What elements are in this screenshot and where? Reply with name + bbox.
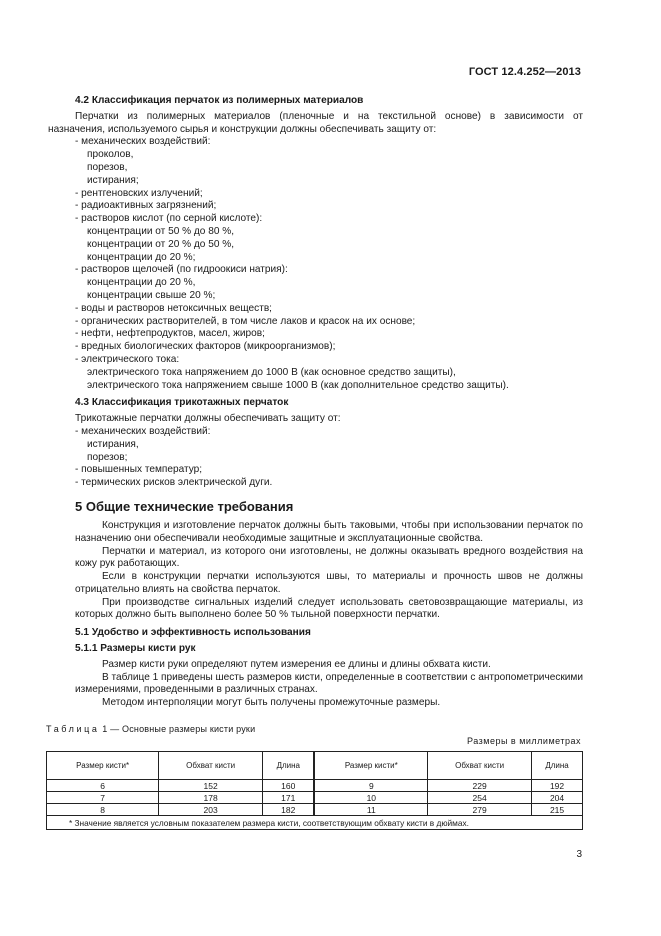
list-item: - растворов кислот (по серной кислоте): [75, 213, 263, 225]
table-caption-text: 1 — Основные размеры кисти руки [102, 724, 256, 734]
table-row [47, 780, 583, 792]
paragraph: Методом интерполяции могут быть получены промежуточные размеры. [102, 697, 441, 709]
heading-4-2: 4.2 Классификация перчаток из полимерных материалов [75, 95, 364, 106]
list-item: - электрического тока: [75, 353, 180, 365]
table-row [47, 792, 583, 804]
intro-4-2-line1: Перчатки из полимерных материалов (пленочные и на текстильной основе) в зависимости от [75, 110, 583, 122]
list-subitem: концентрации от 20 % до 50 %, [87, 238, 235, 250]
heading-4-3: 4.3 Классификация трикотажных перчаток [75, 397, 289, 409]
column-header: Длина [263, 752, 315, 780]
table-header-row [47, 752, 583, 780]
table-cell: 182 [263, 804, 315, 816]
paragraph: Конструкция и изготовление перчаток должны быть таковыми, чтобы при использовании перчаток по назначению они обеспечивали необходимые защитные и эксплуатационные свойства. [75, 519, 583, 544]
table-cell: 160 [263, 780, 315, 792]
list-item: - вредных биологических факторов (микроорганизмов); [75, 341, 336, 353]
table-caption-word: Таблица [46, 724, 100, 734]
paragraph: Перчатки и материал, из которого они изготовлены, не должны оказывать вредного воздействия на кожу рук работающих. [75, 545, 583, 570]
list-subitem: порезов, [87, 161, 128, 173]
intro-4-2-line2: назначения, используемого сырья и конструкции должны обеспечивать защиту от: [48, 123, 437, 135]
table-row [47, 804, 583, 816]
list-subitem: порезов; [87, 451, 128, 463]
list-subitem: истирания; [87, 174, 139, 186]
paragraph: В таблице 1 приведены шесть размеров кисти, определенные в соответствии с антропометрическими измерениями, проведенными в различных странах. [75, 671, 583, 696]
table-footnote: * Значение является условным показателем размера кисти, соответствующим обхвату кисти в дюймах. [47, 816, 583, 830]
table-cell: 178 [159, 792, 263, 804]
table-cell: 152 [159, 780, 263, 792]
list-item: - радиоактивных загрязнений; [75, 200, 217, 212]
list-item: - повышенных температур; [75, 464, 203, 476]
table-cell: 7 [47, 792, 159, 804]
page-number: 3 [576, 849, 582, 860]
list-item: - механических воздействий: [75, 136, 211, 148]
list-subitem: электрического тока напряжением свыше 1000 В (как дополнительное средство защиты). [87, 379, 509, 391]
table-units: Размеры в миллиметрах [467, 736, 581, 746]
table-caption [46, 724, 255, 734]
hand-size-table [46, 751, 583, 830]
list-subitem: проколов, [87, 149, 134, 161]
table-cell: 215 [532, 804, 583, 816]
column-header: Длина [532, 752, 583, 780]
table-cell: 6 [47, 780, 159, 792]
table-cell: 279 [428, 804, 532, 816]
table-footnote-row [47, 816, 583, 830]
table-cell: 254 [428, 792, 532, 804]
list-subitem: электрического тока напряжением до 1000 В (как основное средство защиты), [87, 366, 456, 378]
table-cell: 8 [47, 804, 159, 816]
table-cell: 192 [532, 780, 583, 792]
table-cell: 11 [314, 804, 427, 816]
list-subitem: концентрации до 20 %, [87, 277, 196, 289]
list-subitem: концентрации свыше 20 %; [87, 289, 216, 301]
heading-5: 5 Общие технические требования [75, 498, 294, 514]
table-cell: 10 [314, 792, 427, 804]
column-header: Размер кисти* [47, 752, 159, 780]
heading-5-1: 5.1 Удобство и эффективность использования [75, 627, 311, 639]
column-header: Размер кисти* [314, 752, 427, 780]
list-subitem: концентрации от 50 % до 80 %, [87, 225, 235, 237]
list-item: - механических воздействий: [75, 425, 211, 437]
column-header: Обхват кисти [428, 752, 532, 780]
table-cell: 229 [428, 780, 532, 792]
heading-5-1-1: 5.1.1 Размеры кисти рук [75, 643, 196, 655]
table-cell: 9 [314, 780, 427, 792]
table-cell: 171 [263, 792, 315, 804]
standard-header: ГОСТ 12.4.252—2013 [468, 66, 581, 78]
list-item: - термических рисков электрической дуги. [75, 477, 273, 489]
paragraph: Размер кисти руки определяют путем измерения ее длины и длины обхвата кисти. [102, 658, 491, 670]
list-item: - воды и растворов нетоксичных веществ; [75, 302, 272, 314]
list-item: - рентгеновских излучений; [75, 187, 203, 199]
list-subitem: истирания, [87, 438, 139, 450]
list-item: - нефти, нефтепродуктов, масел, жиров; [75, 328, 265, 340]
list-item: - растворов щелочей (по гидроокиси натрия): [75, 264, 288, 276]
list-item: - органических растворителей, в том числе лаков и красок на их основе; [75, 315, 416, 327]
table-cell: 203 [159, 804, 263, 816]
intro-4-3: Трикотажные перчатки должны обеспечивать защиту от: [75, 413, 341, 425]
paragraph: Если в конструкции перчатки используются швы, то материалы и прочность швов не должны отрицательно влиять на свойства перчаток. [75, 571, 583, 595]
table-cell: 204 [532, 792, 583, 804]
list-subitem: концентрации до 20 %; [87, 251, 196, 263]
page-content [48, 95, 583, 710]
paragraph: При производстве сигнальных изделий следует использовать световозвращающие материалы, из которых должно быть выполнено более 50 % тыльной поверхности перчатки. [75, 596, 583, 621]
column-header: Обхват кисти [159, 752, 263, 780]
